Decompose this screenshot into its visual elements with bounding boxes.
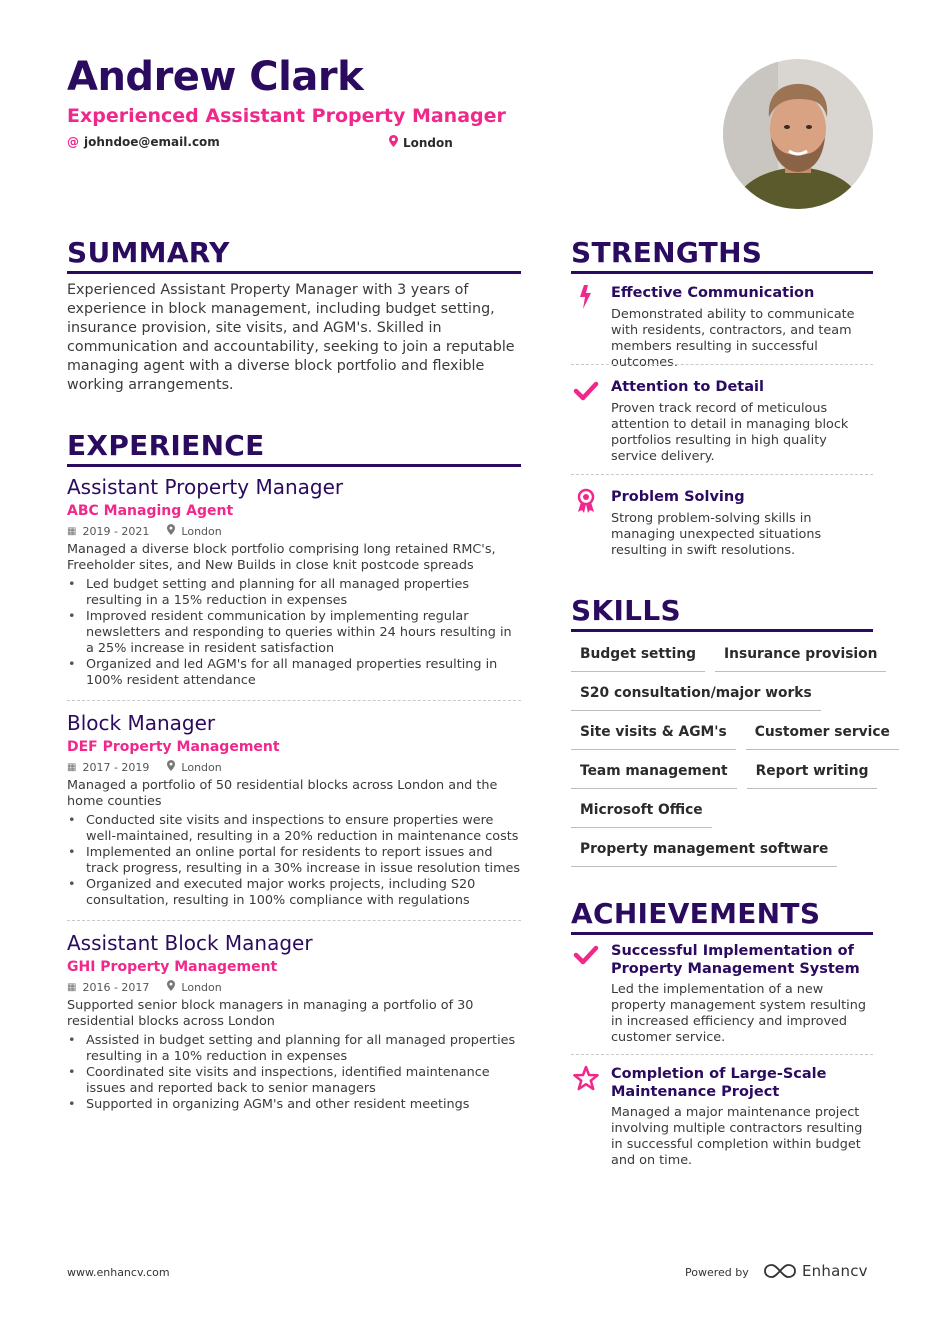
experience-heading: EXPERIENCE: [67, 429, 521, 467]
powered-by-label: Powered by: [685, 1266, 749, 1279]
achievement-item: [571, 1065, 873, 1169]
strength-item: [571, 284, 873, 371]
enhancv-logo[interactable]: [764, 1262, 868, 1280]
job-bullet: • Supported in organizing AGM's and other resident meetings: [67, 1097, 521, 1113]
job-description: Managed a portfolio of 50 residential blocks across London and the home counties: [67, 778, 498, 809]
job-entry: [67, 474, 521, 689]
divider: [67, 700, 521, 701]
email-text: johndoe@email.com: [84, 135, 220, 149]
achievement-title: Successful Implementation of Property Management System: [611, 943, 860, 977]
job-dates: 2016 - 2017: [82, 980, 150, 994]
divider: [571, 364, 873, 365]
skill-tag: Budget setting: [571, 643, 705, 672]
job-bullets: [67, 577, 521, 689]
divider: [571, 474, 873, 475]
skill-tag: Customer service: [746, 721, 899, 750]
contact-location: [389, 135, 453, 150]
job-dates: 2019 - 2021: [82, 524, 150, 538]
skill-tag: Site visits & AGM's: [571, 721, 736, 750]
job-location: London: [181, 980, 222, 994]
job-title: Assistant Property Manager: [67, 475, 344, 499]
skill-tag: Insurance provision: [715, 643, 886, 672]
strength-title: Attention to Detail: [611, 379, 764, 395]
job-company: ABC Managing Agent: [67, 503, 234, 519]
skill-tag: Microsoft Office: [571, 799, 712, 828]
achievements-heading: ACHIEVEMENTS: [571, 897, 873, 935]
skills-list: [571, 643, 890, 877]
job-bullet: • Improved resident communication by implementing regular newsletters and responding to queries within 24 hours resulting in a 25% increase in resident satisfaction: [67, 609, 521, 657]
map-pin-icon: [167, 524, 175, 538]
strength-description: Strong problem-solving skills in managing unexpected situations resulting in swift resolutions.: [611, 511, 822, 558]
brand-name: Enhancv: [802, 1262, 868, 1280]
award-ribbon-icon: [573, 488, 599, 514]
skills-heading: SKILLS: [571, 594, 873, 632]
job-company: DEF Property Management: [67, 739, 280, 755]
job-company: GHI Property Management: [67, 959, 278, 975]
job-meta: [67, 759, 521, 775]
achievement-item: [571, 942, 873, 1046]
job-entry: [67, 930, 521, 1113]
skill-tag: Property management software: [571, 838, 837, 867]
achievement-title: Completion of Large-Scale Maintenance Project: [611, 1066, 827, 1100]
job-dates: 2017 - 2019: [82, 760, 150, 774]
infinity-logo-icon: [764, 1262, 796, 1280]
job-bullet: • Organized and led AGM's for all managed properties resulting in 100% resident attendance: [67, 657, 521, 689]
job-title: Block Manager: [67, 711, 216, 735]
strength-title: Problem Solving: [611, 489, 745, 505]
divider: [67, 920, 521, 921]
skill-tag: S20 consultation/major works: [571, 682, 821, 711]
job-bullet: • Led budget setting and planning for all managed properties resulting in a 15% reduction in expenses: [67, 577, 521, 609]
map-pin-icon: [167, 760, 175, 774]
job-entry: [67, 710, 521, 909]
achievement-description: Led the implementation of a new property management system resulting in increased efficiency and improved customer service.: [611, 982, 866, 1045]
location-text: London: [403, 135, 453, 150]
strength-title: Effective Communication: [611, 285, 815, 301]
calendar-icon: ▦: [67, 981, 77, 993]
strength-description: Proven track record of meticulous attention to detail in managing block portfolios resulting in high quality service delivery.: [611, 401, 849, 464]
strength-item: [571, 488, 873, 559]
checkmark-icon: [573, 378, 599, 404]
at-icon: @: [67, 135, 79, 149]
lightning-icon: [573, 284, 599, 310]
job-location: London: [181, 524, 222, 538]
strength-description: Demonstrated ability to communicate with residents, contractors, and team members resulting in successful outcomes.: [611, 307, 855, 370]
job-bullet: • Assisted in budget setting and planning for all managed properties resulting in a 10% reduction in expenses: [67, 1033, 521, 1065]
achievement-description: Managed a major maintenance project involving multiple contractors resulting in successful completion within budget and on time.: [611, 1105, 863, 1168]
contact-email[interactable]: [67, 135, 220, 149]
skill-tag: Team management: [571, 760, 737, 789]
job-bullets: [67, 813, 521, 909]
calendar-icon: ▦: [67, 761, 77, 773]
job-bullet: • Coordinated site visits and inspections, identified maintenance issues and reported back to senior managers: [67, 1065, 521, 1097]
profile-photo: [723, 59, 873, 209]
job-bullet: • Implemented an online portal for residents to report issues and track progress, resulting in a 30% increase in issue resolution times: [67, 845, 521, 877]
strength-item: [571, 378, 873, 465]
map-pin-icon: [389, 135, 398, 150]
summary-text: Experienced Assistant Property Manager with 3 years of experience in block management, including budget setting, insurance provision, site visits, and AGM's. Skilled in communication and accountability, seeking to join a reputable managing agent with a diverse block portfolio and flexible working arrangements.: [67, 282, 515, 393]
job-description: Supported senior block managers in managing a portfolio of 30 residential blocks across London: [67, 998, 474, 1029]
candidate-headline: Experienced Assistant Property Manager: [67, 105, 506, 127]
summary-heading: SUMMARY: [67, 236, 521, 274]
job-bullets: [67, 1033, 521, 1113]
strengths-heading: STRENGTHS: [571, 236, 873, 274]
job-meta: [67, 523, 521, 539]
job-title: Assistant Block Manager: [67, 931, 313, 955]
star-icon: [573, 1065, 599, 1091]
footer-url[interactable]: www.enhancv.com: [67, 1266, 170, 1279]
checkmark-icon: [573, 942, 599, 968]
calendar-icon: ▦: [67, 525, 77, 537]
job-location: London: [181, 760, 222, 774]
skill-tag: Report writing: [747, 760, 878, 789]
map-pin-icon: [167, 980, 175, 994]
divider: [571, 1054, 873, 1055]
job-bullet: • Conducted site visits and inspections to ensure properties were well-maintained, resulting in a 20% reduction in maintenance costs: [67, 813, 521, 845]
job-description: Managed a diverse block portfolio comprising long retained RMC's, Freeholder sites, and New Builds in close knit postcode spreads: [67, 542, 496, 573]
job-meta: [67, 979, 521, 995]
job-bullet: • Organized and executed major works projects, including S20 consultation, resulting in 100% compliance with regulations: [67, 877, 521, 909]
candidate-name: Andrew Clark: [67, 54, 364, 100]
